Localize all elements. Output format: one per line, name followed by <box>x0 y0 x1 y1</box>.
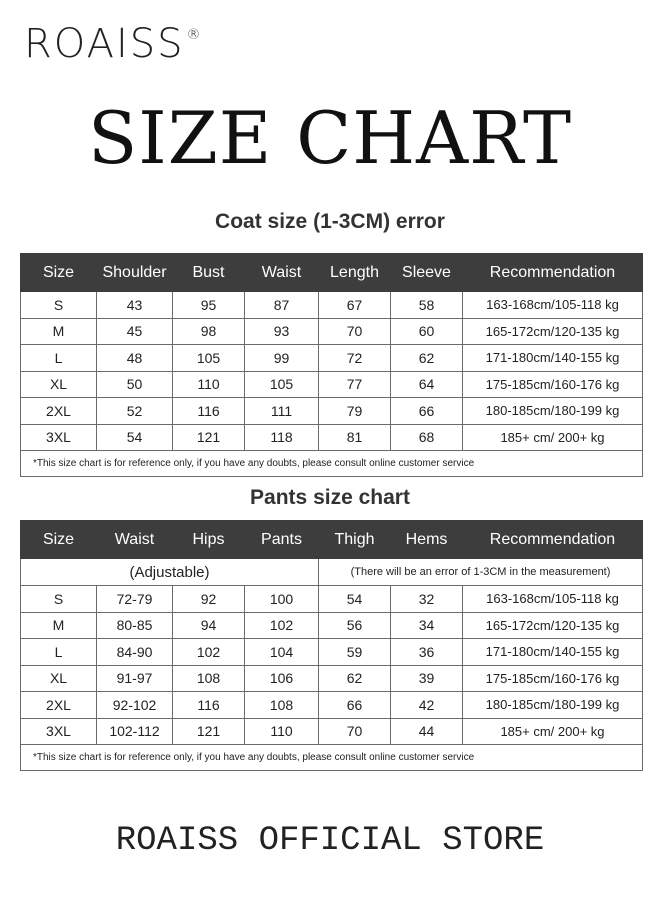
table-cell: 98 <box>173 318 245 345</box>
pants-subheader-row <box>21 559 643 586</box>
table-cell: 72 <box>319 345 391 372</box>
table-cell: 87 <box>245 292 319 319</box>
table-cell: 66 <box>319 692 391 719</box>
table-cell: 171-180cm/140-155 kg <box>463 639 643 666</box>
brand-logo <box>24 21 203 67</box>
coat-header-recommendation: Recommendation <box>463 254 643 292</box>
table-cell: 2XL <box>21 692 97 719</box>
table-row <box>21 371 643 398</box>
table-cell: 92-102 <box>97 692 173 719</box>
table-cell: 102 <box>173 639 245 666</box>
pants-header-recommendation: Recommendation <box>463 521 643 559</box>
coat-header-sleeve: Sleeve <box>391 254 463 292</box>
table-cell: 121 <box>173 424 245 451</box>
pants-size-table <box>20 520 643 771</box>
coat-header-row <box>21 254 643 292</box>
table-cell: 118 <box>245 424 319 451</box>
table-cell: 2XL <box>21 398 97 425</box>
table-cell: 84-90 <box>97 639 173 666</box>
table-cell: XL <box>21 665 97 692</box>
measurement-error-note: (There will be an error of 1-3CM in the measurement) <box>319 559 643 586</box>
coat-section-title: Coat size (1-3CM) error <box>215 210 445 233</box>
pants-note-row <box>21 745 643 771</box>
table-cell: 104 <box>245 639 319 666</box>
table-cell: S <box>21 292 97 319</box>
table-row <box>21 424 643 451</box>
table-cell: 64 <box>391 371 463 398</box>
coat-header-waist: Waist <box>245 254 319 292</box>
table-cell: 102-112 <box>97 718 173 745</box>
adjustable-label: (Adjustable) <box>21 559 319 586</box>
pants-header-waist: Waist <box>97 521 173 559</box>
table-cell: 171-180cm/140-155 kg <box>463 345 643 372</box>
table-cell: 58 <box>391 292 463 319</box>
pants-header-thigh: Thigh <box>319 521 391 559</box>
table-cell: 68 <box>391 424 463 451</box>
pants-note: *This size chart is for reference only, if you have any doubts, please consult online customer service <box>21 745 643 771</box>
table-cell: 95 <box>173 292 245 319</box>
pants-header-hips: Hips <box>173 521 245 559</box>
table-cell: 80-85 <box>97 612 173 639</box>
table-cell: L <box>21 639 97 666</box>
table-cell: 70 <box>319 718 391 745</box>
table-cell: 108 <box>245 692 319 719</box>
store-footer: ROAISS OFFICIAL STORE <box>115 822 545 860</box>
table-cell: 108 <box>173 665 245 692</box>
table-cell: L <box>21 345 97 372</box>
coat-note: *This size chart is for reference only, if you have any doubts, please consult online customer service <box>21 451 643 477</box>
table-cell: 81 <box>319 424 391 451</box>
table-row <box>21 318 643 345</box>
coat-header-shoulder: Shoulder <box>97 254 173 292</box>
table-cell: 59 <box>319 639 391 666</box>
table-cell: 52 <box>97 398 173 425</box>
pants-header-pants: Pants <box>245 521 319 559</box>
table-row <box>21 718 643 745</box>
table-cell: 72-79 <box>97 586 173 613</box>
table-cell: 94 <box>173 612 245 639</box>
table-cell: 105 <box>245 371 319 398</box>
table-row <box>21 612 643 639</box>
table-cell: 110 <box>245 718 319 745</box>
table-row <box>21 639 643 666</box>
table-cell: 165-172cm/120-135 kg <box>463 318 643 345</box>
coat-header-bust: Bust <box>173 254 245 292</box>
table-cell: 121 <box>173 718 245 745</box>
pants-header-row <box>21 521 643 559</box>
table-cell: 42 <box>391 692 463 719</box>
table-row <box>21 398 643 425</box>
table-cell: 3XL <box>21 718 97 745</box>
table-cell: 99 <box>245 345 319 372</box>
table-cell: 34 <box>391 612 463 639</box>
table-cell: 32 <box>391 586 463 613</box>
table-cell: 105 <box>173 345 245 372</box>
pants-header-hems: Hems <box>391 521 463 559</box>
table-cell: M <box>21 612 97 639</box>
table-cell: 70 <box>319 318 391 345</box>
table-cell: 185+ cm/ 200+ kg <box>463 718 643 745</box>
table-cell: M <box>21 318 97 345</box>
table-cell: 48 <box>97 345 173 372</box>
table-cell: 56 <box>319 612 391 639</box>
table-row <box>21 292 643 319</box>
table-cell: 175-185cm/160-176 kg <box>463 665 643 692</box>
table-cell: 116 <box>173 692 245 719</box>
table-cell: 79 <box>319 398 391 425</box>
table-cell: 44 <box>391 718 463 745</box>
table-cell: S <box>21 586 97 613</box>
coat-header-length: Length <box>319 254 391 292</box>
coat-size-table <box>20 253 643 477</box>
table-cell: 100 <box>245 586 319 613</box>
table-cell: 185+ cm/ 200+ kg <box>463 424 643 451</box>
table-cell: 106 <box>245 665 319 692</box>
table-cell: 163-168cm/105-118 kg <box>463 292 643 319</box>
table-cell: 165-172cm/120-135 kg <box>463 612 643 639</box>
table-cell: 36 <box>391 639 463 666</box>
table-cell: 175-185cm/160-176 kg <box>463 371 643 398</box>
pants-section-title: Pants size chart <box>250 486 410 509</box>
table-cell: 3XL <box>21 424 97 451</box>
table-row <box>21 345 643 372</box>
table-cell: 62 <box>319 665 391 692</box>
table-cell: 43 <box>97 292 173 319</box>
table-cell: 91-97 <box>97 665 173 692</box>
brand-name: ROAISS <box>24 21 185 67</box>
table-cell: 110 <box>173 371 245 398</box>
table-cell: 180-185cm/180-199 kg <box>463 398 643 425</box>
coat-note-row <box>21 451 643 477</box>
table-cell: 66 <box>391 398 463 425</box>
coat-header-size: Size <box>21 254 97 292</box>
table-cell: 92 <box>173 586 245 613</box>
registered-mark: ® <box>186 27 203 43</box>
table-row <box>21 586 643 613</box>
table-cell: 77 <box>319 371 391 398</box>
table-cell: 163-168cm/105-118 kg <box>463 586 643 613</box>
page-title: SIZE CHART <box>87 96 573 180</box>
table-row <box>21 692 643 719</box>
table-cell: 102 <box>245 612 319 639</box>
table-cell: 45 <box>97 318 173 345</box>
table-cell: 54 <box>319 586 391 613</box>
table-cell: 39 <box>391 665 463 692</box>
table-cell: 50 <box>97 371 173 398</box>
table-cell: 60 <box>391 318 463 345</box>
pants-header-size: Size <box>21 521 97 559</box>
table-cell: 111 <box>245 398 319 425</box>
table-cell: 67 <box>319 292 391 319</box>
table-cell: 62 <box>391 345 463 372</box>
table-cell: 180-185cm/180-199 kg <box>463 692 643 719</box>
table-cell: 116 <box>173 398 245 425</box>
table-row <box>21 665 643 692</box>
table-cell: 93 <box>245 318 319 345</box>
table-cell: 54 <box>97 424 173 451</box>
table-cell: XL <box>21 371 97 398</box>
